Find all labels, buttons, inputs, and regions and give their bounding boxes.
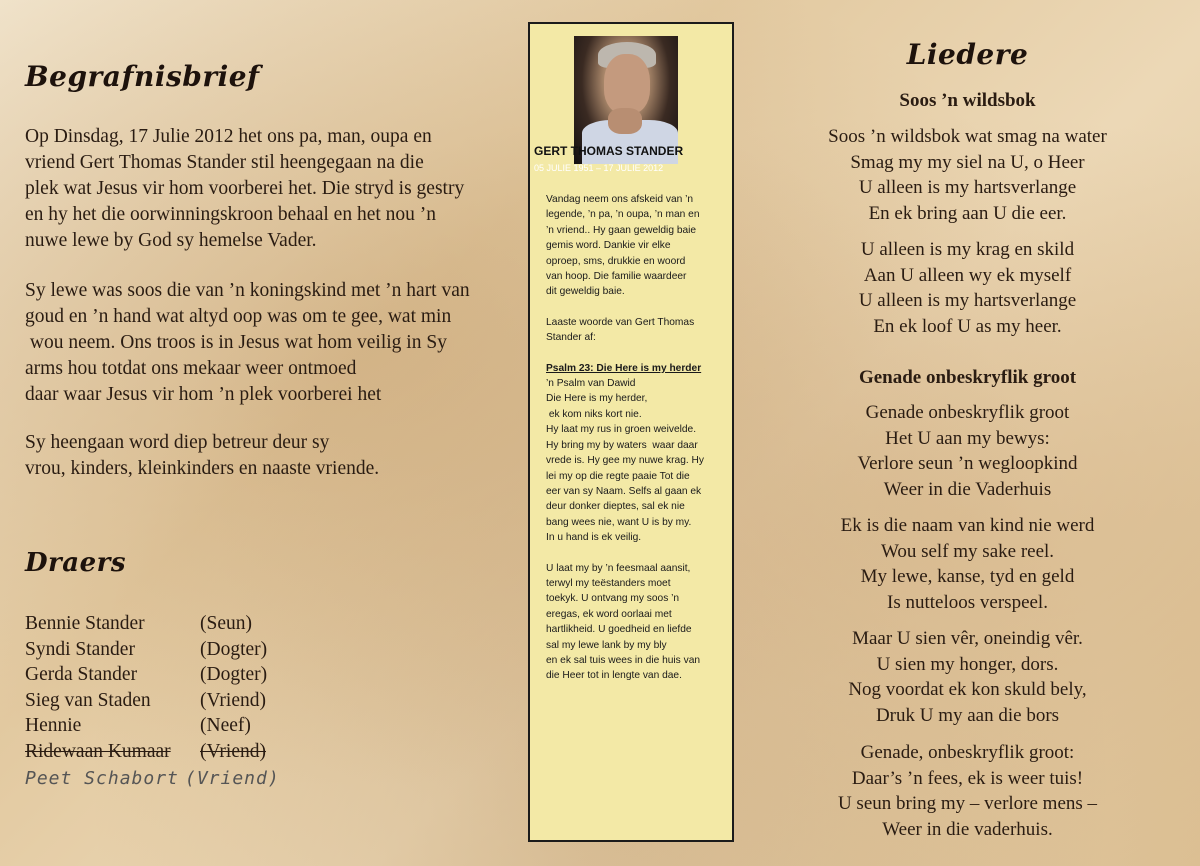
bearer-name: Bennie Stander bbox=[25, 613, 145, 634]
bearer-row bbox=[25, 637, 345, 663]
bearers-title: Draers bbox=[25, 548, 126, 578]
bearer-relation: (Vriend) bbox=[200, 740, 266, 762]
photo-face bbox=[604, 54, 650, 114]
handwritten-relation: (Vriend) bbox=[185, 768, 280, 789]
bearer-name: Syndi Stander bbox=[25, 638, 135, 660]
bookmark-dates: 05 JULIE 1951 – 17 JULIE 2012 bbox=[534, 163, 664, 173]
text-line: vrou, kinders, kleinkinders en naaste vriende. bbox=[25, 458, 380, 479]
song-2-stanza-1: Genade onbeskryflik groot Het U aan my bewys: Verlore seun ’n wegloopkind Weer in die Vaderhuis bbox=[857, 402, 1078, 500]
bearer-row-struck bbox=[25, 739, 345, 765]
obituary-title: Begrafnisbrief bbox=[25, 60, 260, 93]
song-1-title: Soos ’n wildsbok bbox=[899, 90, 1036, 111]
bearer-name: Sieg van Staden bbox=[25, 689, 151, 711]
bearer-name: Hennie bbox=[25, 715, 82, 736]
text-line: Op Dinsdag, 17 Julie 2012 het ons pa, man, oupa en bbox=[25, 126, 432, 147]
text-line: Sy lewe was soos die van ’n koningskind met ’n hart van bbox=[25, 280, 470, 301]
text-line: daar waar Jesus vir hom ’n plek voorberei het bbox=[25, 384, 382, 405]
songs-title: Liedere bbox=[906, 38, 1029, 71]
text-line: nuwe lewe by God sy hemelse Vader. bbox=[25, 230, 317, 251]
bookmark-last-words: Laaste woorde van Gert Thomas Stander af: bbox=[546, 316, 695, 344]
bookmark-intro: Vandag neem ons afskeid van ’n legende, ’n pa, ’n oupa, ’n man en ’n vriend.. Hy gaan geweldig baie gemis word. Dankie vir elke oproep, sms, drukkie en woord van hoop. Die familie waardeer dit geweldig baie. bbox=[546, 194, 700, 298]
text-line: plek wat Jesus vir hom voorberei het. Die stryd is gestry bbox=[25, 178, 465, 199]
song-1-stanza-2: U alleen is my krag en skild Aan U alleen wy ek myself U alleen is my hartsverlange En ek loof U as my heer. bbox=[858, 239, 1077, 337]
handwritten-name: Peet Schabort bbox=[25, 768, 179, 789]
bearer-name: Ridewaan Kumaar bbox=[25, 740, 171, 762]
song-2-stanza-3: Maar U sien vêr, oneindig vêr. U sien my honger, dors. Nog voordat ek kon skuld bely, Druk U my aan die bors bbox=[848, 628, 1087, 726]
bookmark-name: GERT THOMAS STANDER bbox=[534, 144, 684, 158]
text-line: arms hou totdat ons mekaar weer ontmoed bbox=[25, 358, 357, 379]
obituary-paragraph-1 bbox=[25, 124, 520, 254]
text-line: en hy het die oorwinningskroon behaal en het nou ’n bbox=[25, 204, 437, 225]
handwritten-bearer-row bbox=[25, 766, 345, 792]
bearer-row bbox=[25, 688, 345, 714]
obituary-paragraph-3 bbox=[25, 430, 520, 482]
obituary-paragraph-2 bbox=[25, 278, 520, 408]
psalm-title: Psalm 23: Die Here is my herder bbox=[546, 362, 702, 374]
bearer-relation: (Seun) bbox=[200, 613, 252, 634]
song-1-stanza-1: Soos ’n wildsbok wat smag na water Smag my my siel na U, o Heer U alleen is my hartsverlange En ek bring aan U die eer. bbox=[828, 126, 1107, 224]
song-2-stanza-4: Genade, onbeskryflik groot: Daar’s ’n fees, ek is weer tuis! U seun bring my – verlore mens – Weer in die vaderhuis. bbox=[837, 742, 1098, 840]
bookmark-body bbox=[546, 192, 736, 699]
bearer-relation: (Neef) bbox=[200, 715, 251, 736]
bearer-row bbox=[25, 713, 345, 739]
text-line: Sy heengaan word diep betreur deur sy bbox=[25, 432, 330, 453]
bearer-name: Gerda Stander bbox=[25, 664, 138, 685]
bearer-relation: (Vriend) bbox=[200, 689, 266, 711]
text-line: goud en ’n hand wat altyd oop was om te gee, wat min bbox=[25, 306, 452, 327]
bearer-relation: (Dogter) bbox=[200, 638, 268, 660]
photo-hand bbox=[608, 108, 642, 134]
song-2-title: Genade onbeskryflik groot bbox=[858, 367, 1077, 388]
bookmark-psalm-1: Psalm 23: Die Here is my herder ’n Psalm van Dawid Die Here is my herder, ek kom niks kort nie. Hy laat my rus in groen weivelde. Hy bring my by waters waar daar vrede is. Hy gee my nuwe krag. Hy lei my op die regte paaie Tot die eer van sy Naam. Selfs al gaan ek deur donker dieptes, sal ek nie bang wees nie, want U is by my. In u hand is ek veilig. bbox=[546, 362, 704, 544]
bearer-row bbox=[25, 662, 345, 688]
bookmark-psalm-2: U laat my by ’n feesmaal aansit, terwyl my teëstanders moet toekyk. U ontvang my soos ’n eregas, ek word oorlaai met hartlikheid. U goedheid en liefde sal my lewe lank by my bly en ek sal tuis wees in die huis van die Heer tot in lengte van dae. bbox=[546, 562, 701, 682]
text-line: wou neem. Ons troos is in Jesus wat hom veilig in Sy bbox=[25, 332, 447, 353]
bearer-relation: (Dogter) bbox=[200, 664, 268, 685]
bearers-list bbox=[25, 611, 345, 792]
text-line: vriend Gert Thomas Stander stil heengegaan na die bbox=[25, 152, 424, 173]
song-2-stanza-2: Ek is die naam van kind nie werd Wou self my sake reel. My lewe, kanse, tyd en geld Is nutteloos verspeel. bbox=[840, 515, 1095, 613]
bearer-row bbox=[25, 611, 345, 637]
memorial-bookmark bbox=[528, 22, 734, 842]
